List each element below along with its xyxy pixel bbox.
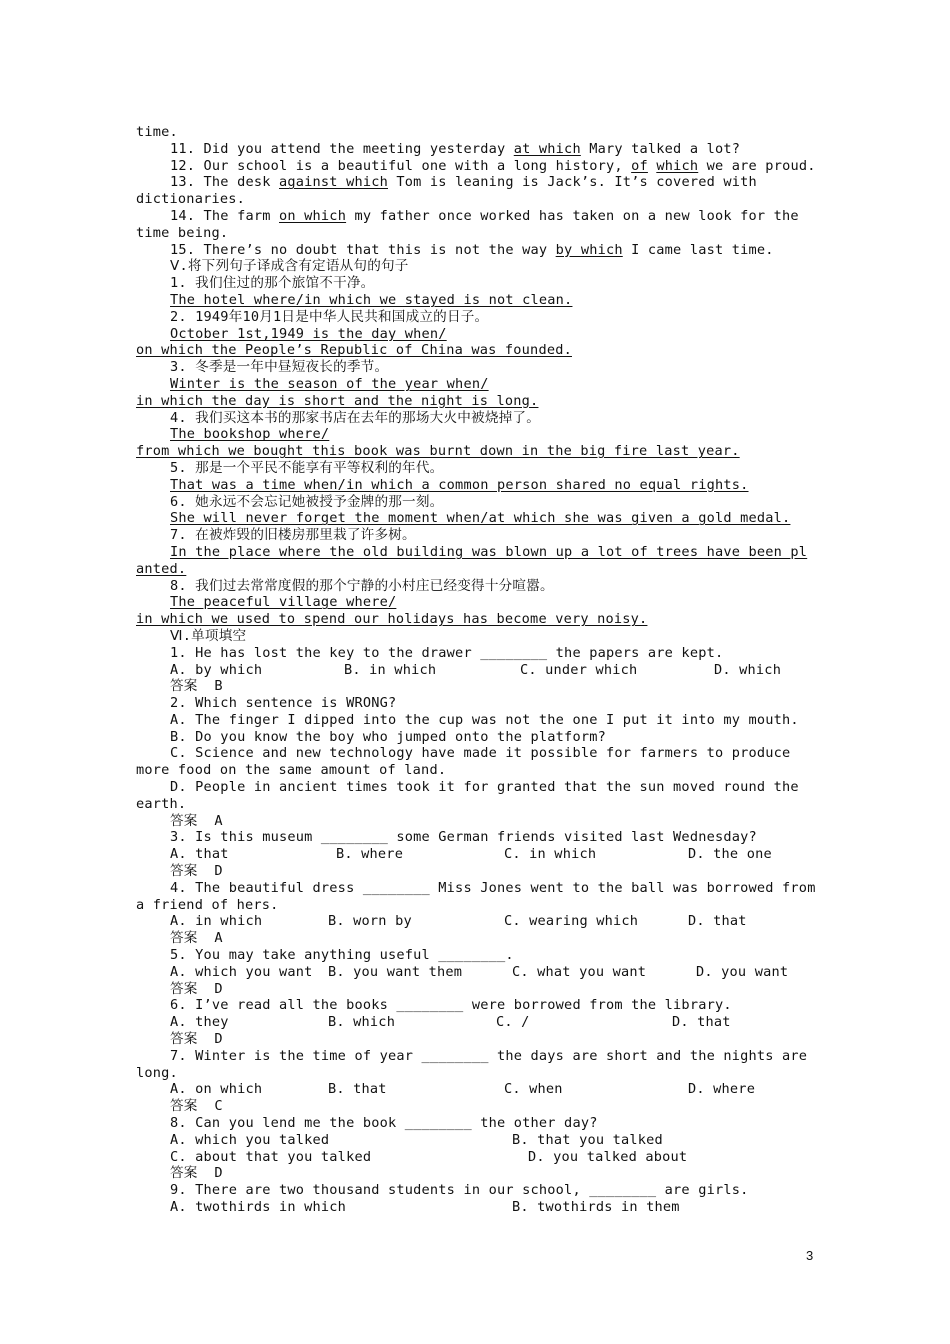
translation-answer: The bookshop where/ xyxy=(170,426,330,443)
option: D. that xyxy=(688,913,747,930)
answer-underline: on which xyxy=(279,207,347,224)
option: C. when xyxy=(504,1081,563,1098)
answer-underline: by which xyxy=(555,241,623,258)
section-heading: Ⅴ.将下列句子译成含有定语从句的句子 xyxy=(170,258,409,275)
option: A. which you want xyxy=(170,963,313,980)
option: B. that you talked xyxy=(512,1131,663,1148)
translation-prompt: 7. 在被炸毁的旧楼房那里栽了许多树。 xyxy=(170,527,416,544)
sentence-13: 13. The desk against which Tom is leaning is Jack’s. It’s covered with xyxy=(170,174,757,191)
option-row xyxy=(136,662,816,679)
option-row xyxy=(136,846,816,863)
option: A. The finger I dipped into the cup was not the one I put it into my mouth. xyxy=(170,711,799,728)
option: D. you want xyxy=(696,963,789,980)
option: B. twothirds in them xyxy=(512,1199,680,1215)
answer-underline: at which xyxy=(513,140,581,157)
option: C. in which xyxy=(504,846,597,863)
translation-answer: October 1st,1949 is the day when/ xyxy=(170,325,447,342)
option: A. by which xyxy=(170,661,263,678)
option: D. the one xyxy=(688,846,772,863)
question-stem: long. xyxy=(136,1064,178,1081)
option: earth. xyxy=(136,795,187,812)
answer-line: 答案 D xyxy=(170,863,223,880)
option: more food on the same amount of land. xyxy=(136,762,447,779)
text-line: time. xyxy=(136,124,178,140)
section-heading: Ⅵ.单项填空 xyxy=(170,627,247,644)
translation-answer: In the place where the old building was blown up a lot of trees have been pl xyxy=(170,543,808,560)
answer-line: 答案 D xyxy=(170,980,223,997)
option: A. on which xyxy=(170,1081,263,1098)
answer-underline: which xyxy=(656,157,699,174)
answer-line: 答案 D xyxy=(170,1165,223,1182)
option: D. where xyxy=(688,1081,756,1098)
option: A. in which xyxy=(170,913,263,930)
option: C. Science and new technology have made it possible for farmers to produce xyxy=(170,745,791,762)
option-row xyxy=(136,1014,816,1031)
question-stem: 4. The beautiful dress ________ Miss Jones went to the ball was borrowed from xyxy=(170,879,816,896)
option: C. under which xyxy=(520,661,638,678)
question-stem: 7. Winter is the time of year ________ the days are short and the nights are xyxy=(170,1047,808,1064)
option: B. in which xyxy=(344,661,437,678)
translation-prompt: 3. 冬季是一年中昼短夜长的季节。 xyxy=(170,359,389,376)
option-row xyxy=(136,964,816,981)
translation-answer: That was a time when/in which a common person shared no equal rights. xyxy=(170,476,749,493)
option: B. you want them xyxy=(328,963,463,980)
option: B. where xyxy=(336,846,404,863)
option: D. People in ancient times took it for granted that the sun moved round the xyxy=(170,779,799,796)
translation-answer: in which we used to spend our holidays has become very noisy. xyxy=(136,611,648,628)
translation-answer: anted. xyxy=(136,560,187,577)
question-stem: a friend of hers. xyxy=(136,896,279,913)
translation-prompt: 8. 我们过去常常度假的那个宁静的小村庄已经变得十分喧嚣。 xyxy=(170,577,554,594)
sentence-12: 12. Our school is a beautiful one with a long history, of which we are proud. xyxy=(170,157,816,174)
translation-prompt: 4. 我们买这本书的那家书店在去年的那场大火中被烧掉了。 xyxy=(170,409,540,426)
translation-answer: on which the People’s Republic of China was founded. xyxy=(136,342,572,359)
option-row xyxy=(136,1199,816,1216)
option-row xyxy=(136,1132,816,1149)
option: D. you talked about xyxy=(528,1148,688,1165)
question-stem: 6. I’ve read all the books ________ were borrowed from the library. xyxy=(170,997,732,1014)
page-number: 3 xyxy=(806,1248,814,1263)
option: B. Do you know the boy who jumped onto the platform? xyxy=(170,728,606,745)
answer-line: 答案 C xyxy=(170,1098,223,1115)
option: A. they xyxy=(170,1014,229,1031)
translation-prompt: 6. 她永远不会忘记她被授予金牌的那一刻。 xyxy=(170,493,444,510)
question-stem: 5. You may take anything useful ________. xyxy=(170,947,514,964)
translation-answer: She will never forget the moment when/at which she was given a gold medal. xyxy=(170,510,791,527)
translation-answer: Winter is the season of the year when/ xyxy=(170,375,489,392)
document-page xyxy=(136,124,816,1216)
answer-line: 答案 D xyxy=(170,1031,223,1048)
option-row xyxy=(136,1149,816,1166)
option: C. about that you talked xyxy=(170,1148,372,1165)
text-line: dictionaries. xyxy=(136,191,245,208)
question-stem: 8. Can you lend me the book ________ the other day? xyxy=(170,1115,598,1132)
answer-underline: of xyxy=(631,157,648,174)
option: B. that xyxy=(328,1081,387,1098)
answer-line: 答案 A xyxy=(170,812,223,829)
option: A. twothirds in which xyxy=(170,1199,347,1215)
sentence-11: 11. Did you attend the meeting yesterday at which Mary talked a lot? xyxy=(170,140,741,157)
option: C. / xyxy=(496,1014,530,1031)
option: D. that xyxy=(672,1014,731,1031)
answer-underline: against which xyxy=(279,174,388,191)
option: D. which xyxy=(714,661,782,678)
option-row xyxy=(136,913,816,930)
question-stem: 9. There are two thousand students in our school, ________ are girls. xyxy=(170,1182,749,1199)
answer-line: 答案 A xyxy=(170,930,223,947)
translation-answer: from which we bought this book was burnt down in the big fire last year. xyxy=(136,443,740,460)
option: A. that xyxy=(170,846,229,863)
option: A. which you talked xyxy=(170,1131,330,1148)
sentence-14: 14. The farm on which my father once worked has taken on a new look for the xyxy=(170,207,799,224)
translation-prompt: 2. 1949年10月1日是中华人民共和国成立的日子。 xyxy=(170,308,489,325)
option: C. wearing which xyxy=(504,913,639,930)
translation-prompt: 5. 那是一个平民不能享有平等权利的年代。 xyxy=(170,459,444,476)
option: B. which xyxy=(328,1014,396,1031)
question-stem: 3. Is this museum ________ some German friends visited last Wednesday? xyxy=(170,829,757,846)
translation-answer: in which the day is short and the night is long. xyxy=(136,392,539,409)
sentence-15: 15. There’s no doubt that this is not the way by which I came last time. xyxy=(170,241,774,258)
option-row xyxy=(136,1081,816,1098)
answer-line: 答案 B xyxy=(170,678,223,695)
translation-prompt: 1. 我们住过的那个旅馆不干净。 xyxy=(170,275,375,292)
option: C. what you want xyxy=(512,963,647,980)
text-line: time being. xyxy=(136,224,229,241)
translation-answer: The peaceful village where/ xyxy=(170,594,397,611)
question-stem: 1. He has lost the key to the drawer ________ the papers are kept. xyxy=(170,644,724,661)
question-stem: 2. Which sentence is WRONG? xyxy=(170,695,397,712)
translation-answer: The hotel where/in which we stayed is not clean. xyxy=(170,291,573,308)
option: B. worn by xyxy=(328,913,412,930)
